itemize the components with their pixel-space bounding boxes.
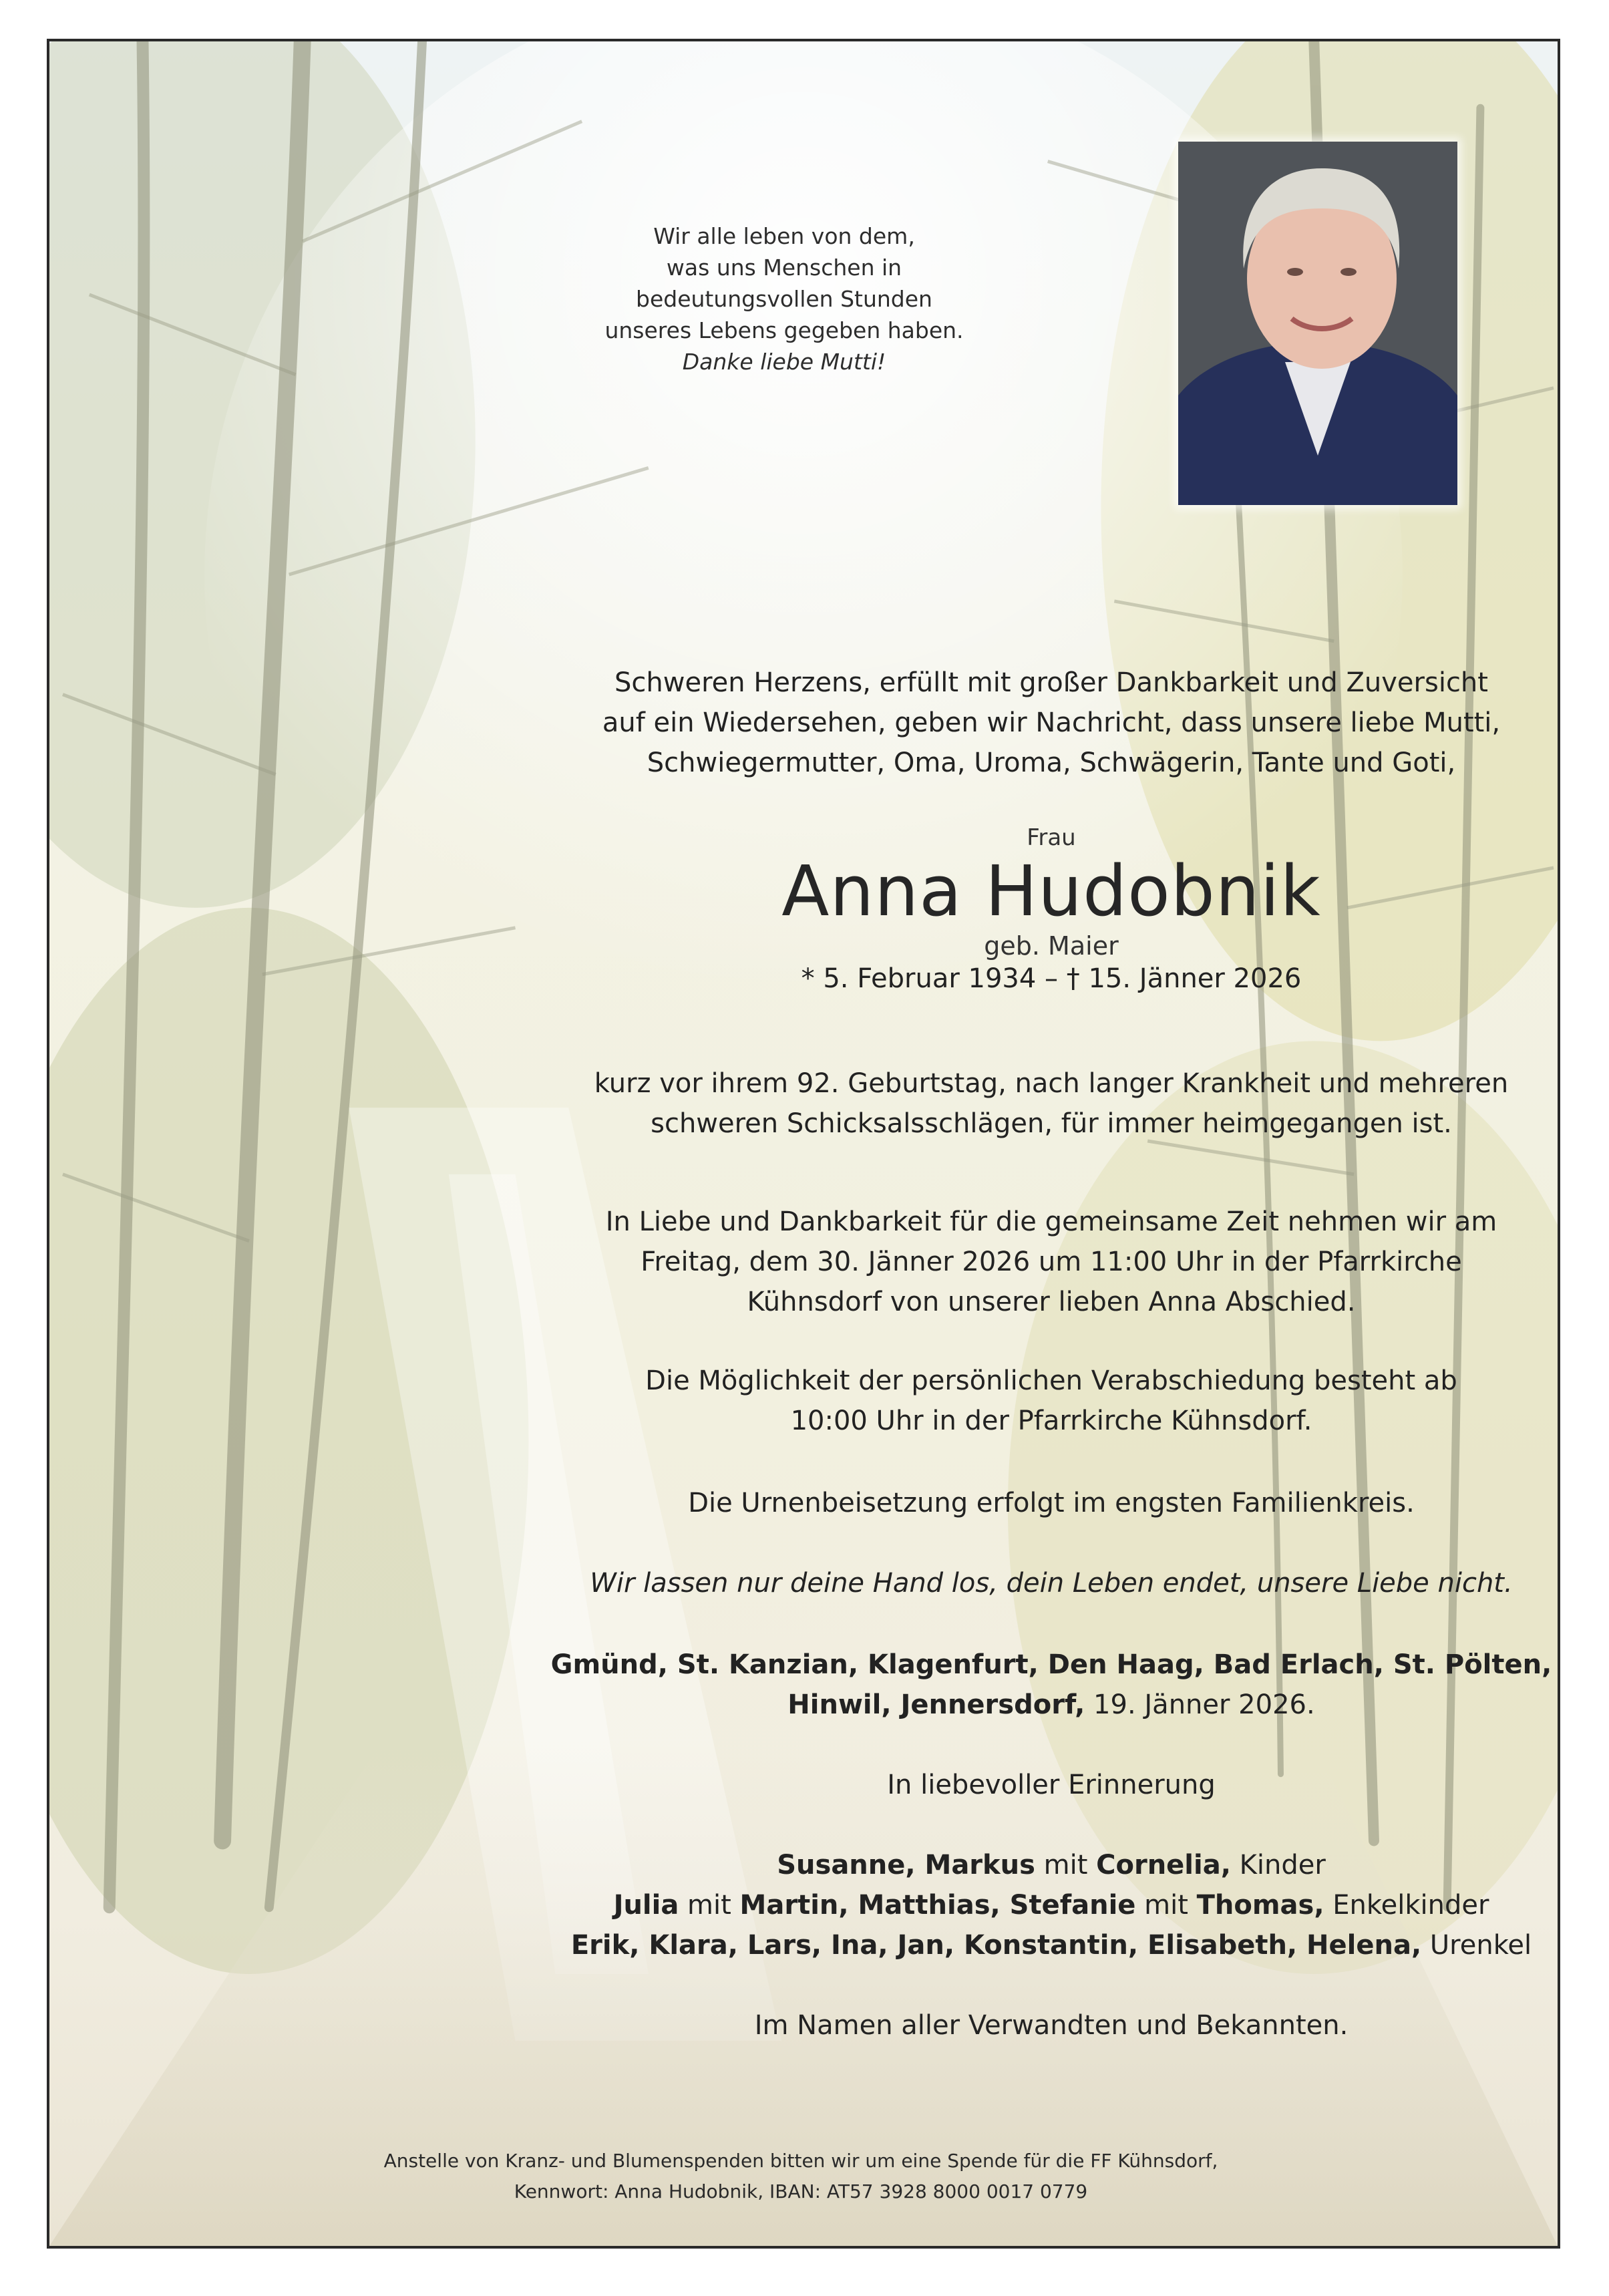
urn-paragraph: Die Urnenbeisetzung erfolgt im engsten Familienkreis. <box>688 1488 1415 1518</box>
donation-line: Anstelle von Kranz- und Blumenspenden bitten wir um eine Spende für die FF Kühnsdorf, <box>383 2150 1218 2172</box>
motto-verse <box>544 220 1025 377</box>
closing-line: Im Namen aller Verwandten und Bekannten. <box>754 2010 1349 2041</box>
family-list <box>517 1845 1560 1965</box>
memory-line: In liebevoller Erinnerung <box>887 1770 1216 1800</box>
intro-line: Schwiegermutter, Oma, Uroma, Schwägerin, Tante und Goti, <box>647 748 1456 778</box>
connector-word: mit <box>679 1890 740 1921</box>
honorific: Frau <box>1027 824 1076 851</box>
grandchild-name: Julia <box>613 1890 679 1921</box>
birth-name: geb. Maier <box>984 931 1119 961</box>
viewing-line: 10:00 Uhr in der Pfarrkirche Kühnsdorf. <box>790 1406 1312 1436</box>
connector-word: mit <box>1135 1890 1197 1921</box>
motto-line: unseres Lebens gegeben haben. <box>604 317 964 343</box>
donation-note <box>183 2146 1419 2207</box>
motto-signoff: Danke liebe Mutti! <box>682 349 886 375</box>
viewing-line: Die Möglichkeit der persönlichen Verabschiedung besteht ab <box>645 1365 1457 1396</box>
connector-word: mit <box>1035 1850 1097 1880</box>
places-line-2: Hinwil, Jennersdorf, <box>787 1689 1085 1720</box>
portrait-photo <box>1178 142 1457 505</box>
farewell-line: In Liebe und Dankbarkeit für die gemeinsame Zeit nehmen wir am <box>605 1206 1497 1237</box>
deceased-name: Anna Hudobnik <box>781 850 1321 932</box>
portrait-image <box>1178 142 1457 505</box>
closing-quote: Wir lassen nur deine Hand los, dein Leben endet, unsere Liebe nicht. <box>590 1568 1513 1599</box>
relation-label: Kinder <box>1230 1850 1326 1880</box>
passing-line: kurz vor ihrem 92. Geburtstag, nach langer Krankheit und mehreren <box>594 1068 1509 1099</box>
place-date <box>517 1645 1560 1725</box>
great-grandchildren-names: Erik, Klara, Lars, Ina, Jan, Konstantin, Elisabeth, Helena, <box>570 1930 1422 1961</box>
farewell-line: Freitag, dem 30. Jänner 2026 um 11:00 Uhr in der Pfarrkirche <box>641 1247 1462 1277</box>
notice-date: 19. Jänner 2026. <box>1085 1689 1315 1720</box>
relation-label: Urenkel <box>1421 1930 1532 1961</box>
life-dates: * 5. Februar 1934 – † 15. Jänner 2026 <box>801 963 1302 994</box>
intro-line: Schweren Herzens, erfüllt mit großer Dankbarkeit und Zuversicht <box>614 667 1488 698</box>
donation-line: Kennwort: Anna Hudobnik, IBAN: AT57 3928 8000 0017 0779 <box>514 2180 1088 2202</box>
motto-line: bedeutungsvollen Stunden <box>636 286 932 312</box>
family-children <box>517 1845 1560 1885</box>
obituary-card <box>47 39 1560 2249</box>
relation-label: Enkelkinder <box>1324 1890 1489 1921</box>
children-names: Susanne, Markus <box>777 1850 1035 1880</box>
children-partner-name: Cornelia, <box>1096 1850 1231 1880</box>
family-great-grandchildren <box>517 1925 1560 1965</box>
viewing-paragraph <box>517 1361 1560 1441</box>
grandchildren-names: Martin, Matthias, Stefanie <box>739 1890 1136 1921</box>
motto-line: Wir alle leben von dem, <box>653 223 915 249</box>
intro-line: auf ein Wiedersehen, geben wir Nachricht, dass unsere liebe Mutti, <box>602 707 1501 738</box>
motto-line: was uns Menschen in <box>666 255 902 281</box>
farewell-line: Kühnsdorf von unserer lieben Anna Abschied. <box>747 1287 1356 1317</box>
places-line-1: Gmünd, St. Kanzian, Klagenfurt, Den Haag, Bad Erlach, St. Pölten, <box>550 1649 1552 1680</box>
name-block <box>517 824 1560 994</box>
intro-paragraph <box>517 663 1560 783</box>
passing-line: schweren Schicksalsschlägen, für immer heimgegangen ist. <box>651 1108 1452 1139</box>
farewell-paragraph <box>517 1202 1560 1322</box>
family-grandchildren <box>517 1885 1560 1925</box>
grandchild-partner-name: Thomas, <box>1196 1890 1324 1921</box>
passing-paragraph <box>517 1063 1560 1144</box>
